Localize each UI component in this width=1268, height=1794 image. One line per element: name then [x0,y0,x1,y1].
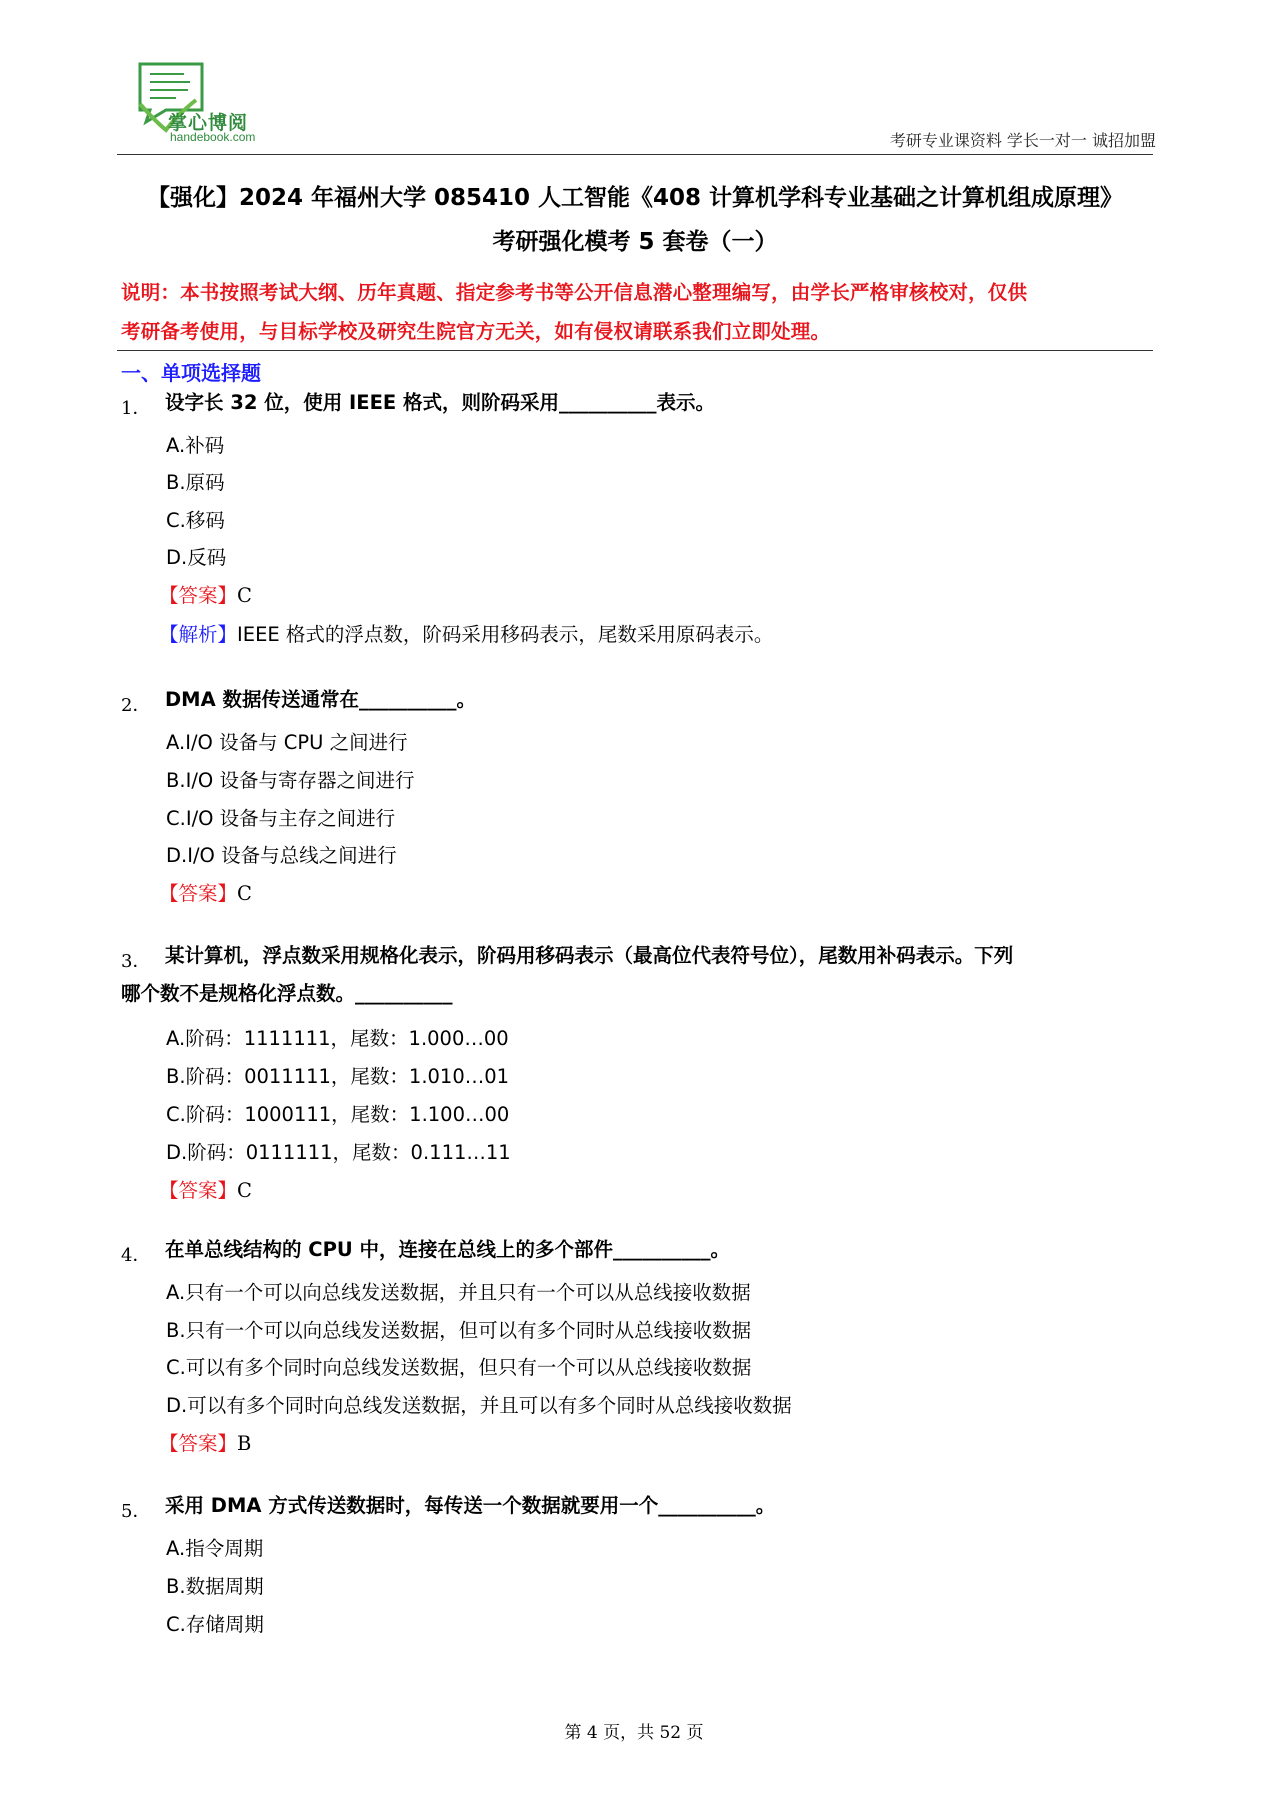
answer-value: B [237,1432,252,1455]
section-title: 一、单项选择题 [121,361,261,385]
document-title [117,176,1153,264]
explanation-label: 【解析】 [159,623,238,646]
option-b: B.原码 [166,471,225,494]
answer-label: 【答案】 [159,584,238,607]
page-number: 第 4 页，共 52 页 [564,1723,704,1743]
disclaimer-notice [121,273,1153,351]
question-text: 采用 DMA 方式传送数据时，每传送一个数据就要用一个__________。 [165,1494,776,1517]
answer-label: 【答案】 [159,1179,238,1202]
option-c: C.阶码：1000111，尾数：1.100…00 [166,1103,510,1126]
option-d: D.反码 [166,546,227,569]
answer-label: 【答案】 [159,882,238,905]
option-a: A.补码 [166,434,225,457]
option-b: B.数据周期 [166,1575,264,1598]
option-b: B.I/O 设备与寄存器之间进行 [166,769,415,792]
option-a: A.I/O 设备与 CPU 之间进行 [166,731,408,754]
question-number: 4． [121,1245,151,1266]
logo-url: handebook.com [170,130,256,144]
option-c: C.I/O 设备与主存之间进行 [166,807,396,830]
question-text: DMA 数据传送通常在__________。 [165,688,476,711]
question-number: 3． [121,951,151,972]
question-text-line-2: 哪个数不是规格化浮点数。__________ [121,982,453,1005]
answer-value: C [237,1179,252,1202]
option-a: A.阶码：1111111，尾数：1.000…00 [166,1027,509,1050]
option-d: D.可以有多个同时向总线发送数据，并且可以有多个同时从总线接收数据 [166,1394,792,1417]
explanation-line [159,619,773,647]
answer-line [159,1428,251,1456]
option-d: D.阶码：0111111，尾数：0.111…11 [166,1141,511,1164]
notice-divider [117,350,1153,351]
answer-line [159,878,252,906]
question-number: 5． [121,1501,151,1522]
question-number: 1． [121,398,151,419]
option-a: A.只有一个可以向总线发送数据，并且只有一个可以从总线接收数据 [166,1281,751,1304]
header-divider [117,154,1153,155]
answer-line [159,580,252,608]
notice-line-2: 考研备考使用，与目标学校及研究生院官方无关，如有侵权请联系我们立即处理。 [121,320,831,343]
answer-value: C [237,882,252,905]
option-c: C.可以有多个同时向总线发送数据，但只有一个可以从总线接收数据 [166,1356,752,1379]
answer-label: 【答案】 [159,1432,238,1455]
option-d: D.I/O 设备与总线之间进行 [166,844,397,867]
option-c: C.移码 [166,509,225,532]
title-line-1: 【强化】2024 年福州大学 085410 人工智能《408 计算机学科专业基础之计算机组成原理》 [146,185,1124,211]
question-number: 2． [121,695,151,716]
notice-line-1: 说明：本书按照考试大纲、历年真题、指定参考书等公开信息潜心整理编写，由学长严格审核校对，仅供 [121,281,1028,304]
answer-value: C [237,584,252,607]
logo-text: 掌心博阅 [168,112,249,134]
question-text: 设字长 32 位，使用 IEEE 格式，则阶码采用__________表示。 [165,391,716,414]
option-c: C.存储周期 [166,1613,264,1636]
option-b: B.阶码：0011111，尾数：1.010…01 [166,1065,510,1088]
question-text-line-1: 某计算机，浮点数采用规格化表示，阶码用移码表示（最高位代表符号位），尾数用补码表示。下列 [165,944,1014,967]
explanation-text: IEEE 格式的浮点数，阶码采用移码表示，尾数采用原码表示。 [237,623,774,646]
question-text: 在单总线结构的 CPU 中，连接在总线上的多个部件__________。 [165,1238,731,1261]
option-b: B.只有一个可以向总线发送数据，但可以有多个同时从总线接收数据 [166,1319,752,1342]
title-line-2: 考研强化模考 5 套卷（一） [492,229,778,255]
answer-line [159,1175,252,1203]
header-tagline: 考研专业课资料 学长一对一 诚招加盟 [889,131,1156,150]
option-a: A.指令周期 [166,1537,264,1560]
